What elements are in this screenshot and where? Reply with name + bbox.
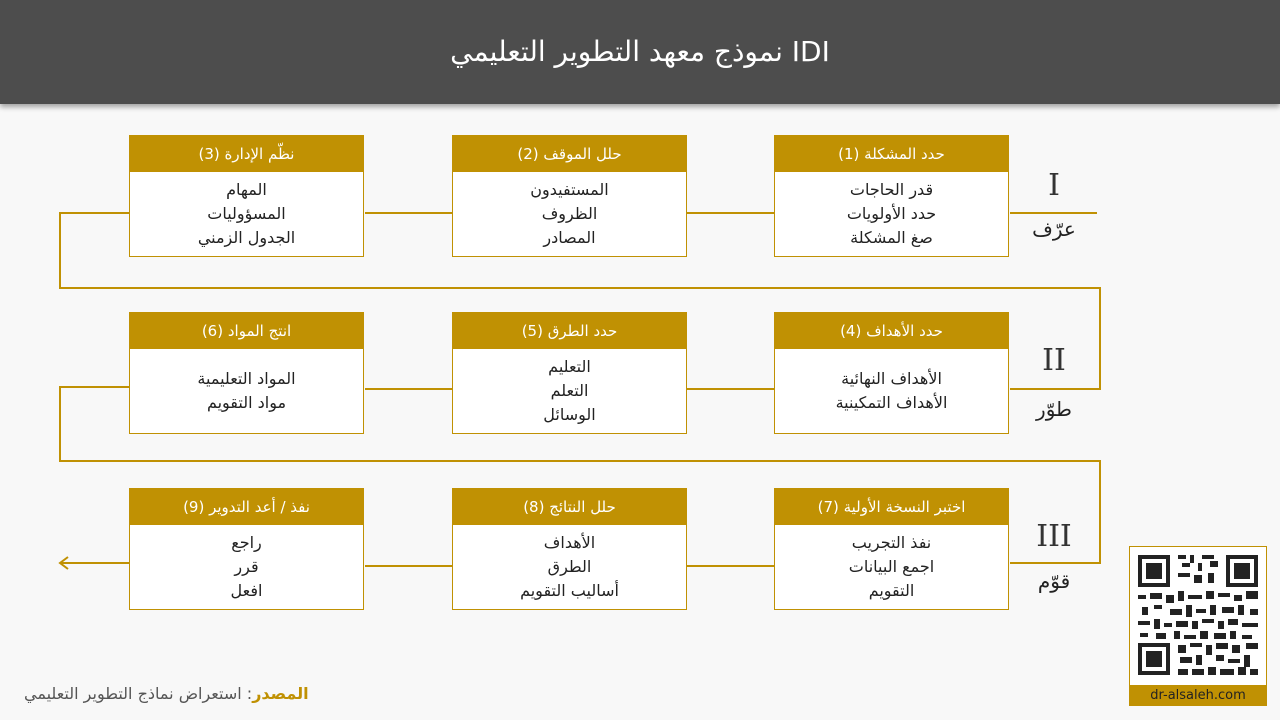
step-item: أساليب التقويم	[520, 581, 619, 600]
step-item: الأهداف النهائية	[841, 369, 942, 388]
page-title: نموذج معهد التطوير التعليمي IDI	[450, 35, 830, 68]
step-card-3	[129, 135, 364, 257]
step-card-7	[774, 488, 1009, 610]
stage-numeral-3: III	[1036, 519, 1072, 554]
step-item: الجدول الزمني	[197, 228, 296, 247]
stage-verb-2: طوّر	[1036, 397, 1072, 421]
step-title: (1) حدد المشكلة	[775, 136, 1008, 172]
step-item: الوسائل	[543, 405, 596, 424]
step-title: (9) نفذ / أعد التدوير	[130, 489, 363, 525]
stage-verb-1: عرّف	[1032, 217, 1076, 241]
source-note	[24, 684, 309, 703]
step-item: الطرق	[547, 557, 592, 576]
step-item: الأهداف التمكينية	[835, 393, 948, 412]
step-title: (2) حلل الموقف	[453, 136, 686, 172]
step-item: التعليم	[548, 357, 591, 376]
qr-code-icon	[1130, 547, 1266, 683]
step-item: المسؤوليات	[207, 204, 286, 223]
step-item: المهام	[226, 180, 267, 199]
step-card-1	[774, 135, 1009, 257]
step-item: اجمع البيانات	[848, 557, 935, 576]
website-url[interactable]: dr-alsaleh.com	[1130, 685, 1266, 706]
step-title: (5) حدد الطرق	[453, 313, 686, 349]
step-title: (6) انتج المواد	[130, 313, 363, 349]
step-card-9	[129, 488, 364, 610]
step-item: راجع	[231, 533, 262, 552]
stage-numeral-2: II	[1042, 343, 1066, 378]
step-item: صغ المشكلة	[850, 228, 933, 247]
step-item: المصادر	[543, 228, 596, 247]
step-item: حدد الأولويات	[846, 204, 937, 223]
step-item: الأهداف	[543, 533, 596, 552]
step-item: التعلم	[550, 381, 589, 400]
step-title: (8) حلل النتائج	[453, 489, 686, 525]
step-item: قدر الحاجات	[849, 180, 934, 199]
step-card-6	[129, 312, 364, 434]
qr-code-card	[1129, 546, 1267, 706]
step-item: افعل	[230, 581, 263, 600]
step-item: الظروف	[541, 204, 598, 223]
step-card-2	[452, 135, 687, 257]
step-item: المستفيدون	[530, 180, 609, 199]
step-title: (4) حدد الأهداف	[775, 313, 1008, 349]
step-item: المواد التعليمية	[197, 369, 296, 388]
step-card-8	[452, 488, 687, 610]
step-title: (3) نظّم الإدارة	[130, 136, 363, 172]
step-card-5	[452, 312, 687, 434]
source-text: : استعراض نماذج التطوير التعليمي	[24, 684, 253, 703]
step-title: (7) اختبر النسخة الأولية	[775, 489, 1008, 525]
stage-numeral-1: I	[1048, 168, 1060, 203]
step-item: نفذ التجريب	[851, 533, 932, 552]
step-card-4	[774, 312, 1009, 434]
step-item: قرر	[234, 557, 259, 576]
source-label: المصدر	[252, 684, 309, 703]
step-item: التقويم	[868, 581, 915, 600]
step-item: مواد التقويم	[206, 393, 287, 412]
stage-verb-3: قوّم	[1037, 569, 1071, 593]
